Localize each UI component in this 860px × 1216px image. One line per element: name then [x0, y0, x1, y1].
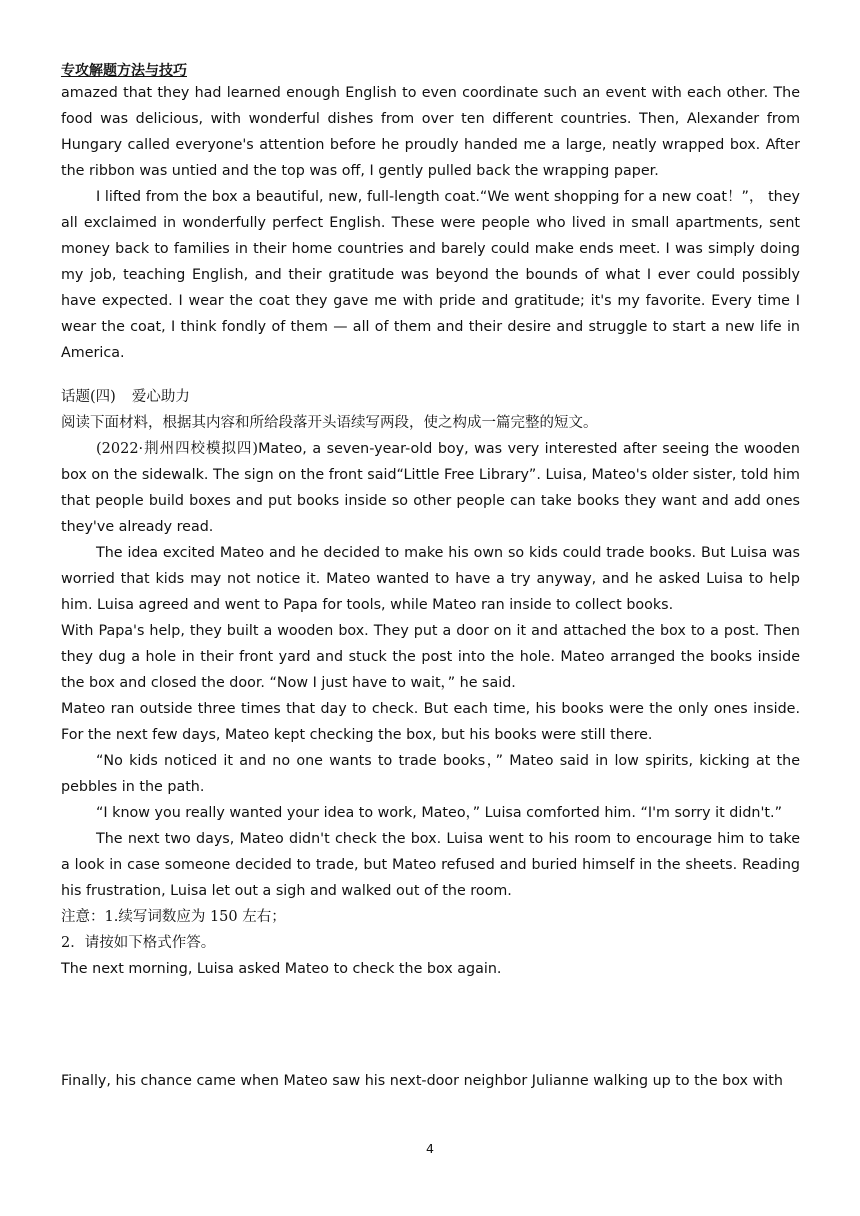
story-paragraph-7: The next two days, Mateo didn't check the box. Luisa went to his room to encourage him to take a look in case someone decided to trade, but Mateo refused and buried himself in the sheets. Reading his frustration, Luisa let out a sigh and walked out of the room. — [61, 831, 800, 899]
story-paragraph-1-text: Mateo, a seven-year-old boy, was very interested after seeing the wooden box on the sidewalk. The sign on the front said“Little Free Library”. Luisa, Mateo's older sister, told him that people build boxes and put books inside so other people can take books they want and add ones they've already read. — [61, 441, 800, 535]
story-paragraph-4: Mateo ran outside three times that day to check. But each time, his books were the only ones inside. For the next few days, Mateo kept checking the box, but his books were still there. — [61, 701, 800, 743]
answer-space — [61, 982, 800, 1068]
section-header: 专攻解题方法与技巧 — [61, 63, 187, 79]
continuation-start-1: The next morning, Luisa asked Mateo to check the box again. — [61, 961, 502, 977]
exam-source: (2022·荆州四校模拟四) — [96, 441, 259, 457]
story-paragraph-5: “No kids noticed it and no one wants to trade books，” Mateo said in low spirits, kicking at the pebbles in the path. — [61, 753, 800, 795]
story-paragraph-2: The idea excited Mateo and he decided to make his own so kids could trade books. But Luisa was worried that kids may not notice it. Mateo wanted to have a try anyway, and he asked Luisa to help him. Luisa agreed and went to Papa for tools, while Mateo ran inside to collect books. — [61, 545, 800, 613]
topic-label: 话题(四) — [61, 389, 116, 405]
topic-heading — [61, 384, 800, 410]
passage1-paragraph-2: I lifted from the box a beautiful, new, full-length coat.“We went shopping for a new coat！”， they all exclaimed in wonderfully perfect English. These were people who lived in small apartments, sent money back to families in their home countries and barely could make ends meet. I was simply doing my job, teaching English, and their gratitude was beyond the bounds of what I ever could possibly have expected. I wear the coat they gave me with pride and gratitude; it's my favorite. Every time I wear the coat, I think fondly of them — all of them and their desire and struggle to start a new life in America. — [61, 189, 800, 361]
story-paragraph-3: With Papa's help, they built a wooden box. They put a door on it and attached the box to a post. Then they dug a hole in their front yard and stuck the post into the hole. Mateo arranged the books inside the box and closed the door. “Now I just have to wait，” he said. — [61, 623, 800, 691]
note-word-count: 注意：1.续写词数应为 150 左右； — [61, 909, 286, 925]
document-body — [61, 80, 800, 1094]
task-instruction: 阅读下面材料，根据其内容和所给段落开头语续写两段，使之构成一篇完整的短文。 — [61, 415, 598, 431]
story-paragraph-1 — [61, 436, 800, 540]
story-paragraph-6: “I know you really wanted your idea to work, Mateo，” Luisa comforted him. “I'm sorry it didn't.” — [96, 805, 782, 821]
topic-name: 爱心助力 — [131, 389, 190, 405]
continuation-start-2: Finally, his chance came when Mateo saw his next-door neighbor Julianne walking up to the box with — [61, 1073, 783, 1089]
passage1-paragraph-1: amazed that they had learned enough English to even coordinate such an event with each other. The food was delicious, with wonderful dishes from over ten different countries. Then, Alexander from Hungary called everyone's attention before he proudly handed me a large, neatly wrapped box. After the ribbon was untied and the top was off, I gently pulled back the wrapping paper. — [61, 85, 800, 179]
page-number: 4 — [426, 1141, 434, 1156]
note-format: 2．请按如下格式作答。 — [61, 935, 216, 951]
